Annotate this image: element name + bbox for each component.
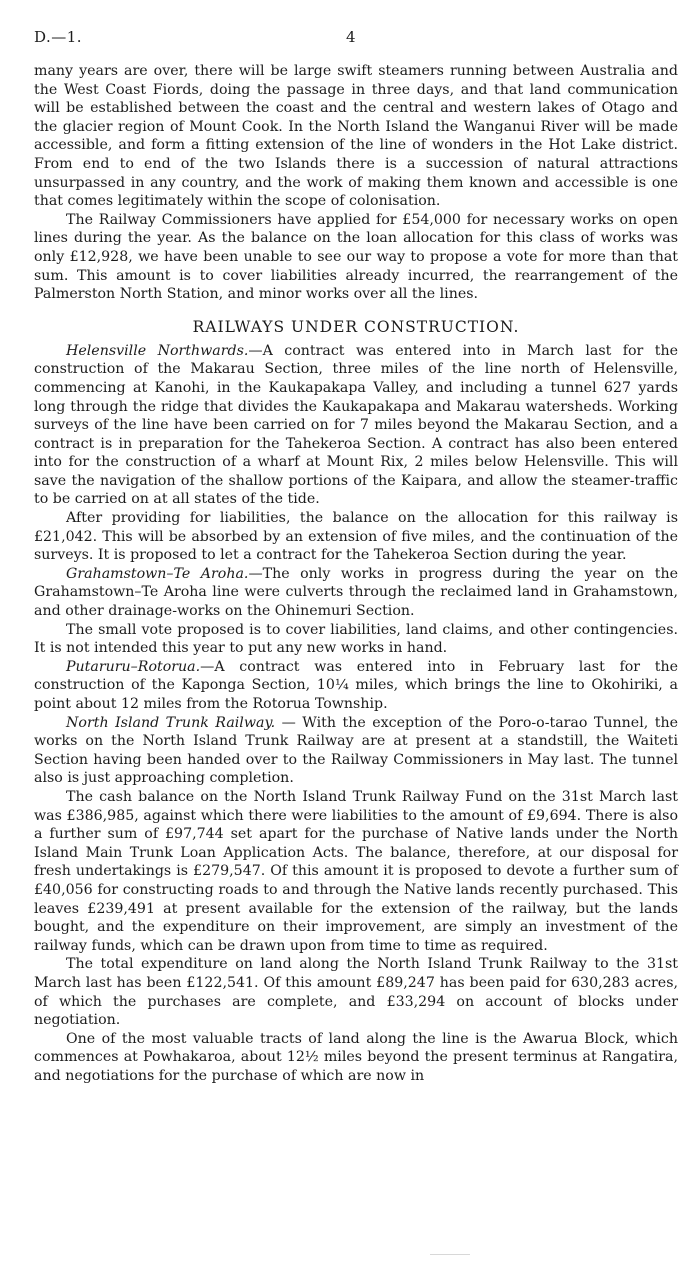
paragraph-text: After providing for liabilities, the balance on the allocation for this railway is £21,042. This will be absorbed by an extension of five miles, and the continuation of the surveys. It is proposed to let a contract for the Tahekeroa Section during the year. <box>34 510 678 564</box>
section-paragraph <box>34 565 678 621</box>
scan-mark <box>430 1254 470 1255</box>
document-reference: D.—1. <box>34 28 83 46</box>
paragraph-text: The small vote proposed is to cover liabilities, land claims, and other contingencies. It is not intended this year to put any new works in hand. <box>34 621 678 657</box>
section-paragraph <box>34 621 678 658</box>
section-heading: RAILWAYS UNDER CONSTRUCTION. <box>192 317 520 336</box>
section-paragraph <box>34 955 678 1029</box>
paragraph-text: —A contract was entered into in February last for the construction of the Kaponga Section, 10¼ miles, which brings the line to Okohiriki, a point about 12 miles from the Rotorua Township. <box>34 658 678 712</box>
page-number: 4 <box>346 28 356 46</box>
section-paragraph <box>34 509 678 565</box>
paragraph-text: —A contract was entered into in March last for the construction of the Makarau Section, three miles of the line north of Helensville, commencing at Kanohi, in the Kaukapakapa Valley, and including a tunnel 627 yards long through the ridge that divides the Kaukapakapa and Makarau watersheds. Working surveys of the line have been carried on for 7 miles beyond the Makarau Section, and a contract is in preparation for the Tahekeroa Section. A contract has also been entered into for the construction of a wharf at Mount Rix, 2 miles below Helensville. This will save the navigation of the shallow portions of the Kaipara, and allow the steamer-traffic to be carried on at all states of the tide. <box>34 342 678 508</box>
paragraph-text: The total expenditure on land along the North Island Trunk Railway to the 31st March last has been £122,541. Of this amount £89,247 has been paid for 630,283 acres, of which the purchases are complete, and £33,294 on account of blocks under negotiation. <box>34 956 678 1029</box>
section-paragraph <box>34 714 678 788</box>
paragraph-text: One of the most valuable tracts of land along the line is the Awarua Block, which commences at Powhakaroa, about 12½ miles beyond the present terminus at Rangatira, and negotiations for the purchase of which are now in <box>34 1030 678 1084</box>
body-paragraph: many years are over, there will be large swift steamers running between Australia and the West Coast Fiords, doing the passage in three days, and that land communication will be established between the coast and the central and western lakes of Otago and the glacier region of Mount Cook. In the North Island the Wanganui River will be made accessible, and form a fitting extension of the line of wonders in the Hot Lake district. From end to end of the two Islands there is a succession of natural attractions unsurpassed in any country, and the work of making them known and accessible is one that comes legitimately within the scope of colonisation. <box>34 63 678 210</box>
paragraph-lead: Helensville Northwards. <box>66 342 249 359</box>
paragraph-lead: Grahamstown–Te Aroha. <box>66 565 249 582</box>
paragraph-text: —The only works in progress during the year on the Grahamstown–Te Aroha line were culverts through the reclaimed land in Grahamstown, and other drainage-works on the Ohinemuri Section. <box>34 565 678 620</box>
section-paragraph <box>34 658 678 714</box>
running-head <box>34 28 678 62</box>
body-paragraph: The Railway Commissioners have applied for £54,000 for necessary works on open lines during the year. As the balance on the loan allocation for this class of works was only £12,928, we have been unable to see our way to propose a vote for more than that sum. This amount is to cover liabilities already incurred, the rearrangement of the Palmerston North Station, and minor works over all the lines. <box>34 211 678 303</box>
paragraph-lead: North Island Trunk Railway. <box>66 714 276 731</box>
paragraph-text: — With the exception of the Poro-o-tarao Tunnel, the works on the North Island Trunk Railway are at present at a standstill, the Waiteti Section having been handed over to the Railway Commissioners in May last. The tunnel also is just approaching completion. <box>34 714 678 787</box>
section-paragraph <box>34 342 678 509</box>
section-paragraph <box>34 788 678 955</box>
paragraph-text: The cash balance on the North Island Trunk Railway Fund on the 31st March last was £386,985, against which there were liabilities to the amount of £9,694. There is also a further sum of £97,744 set apart for the purchase of Native lands under the North Island Main Trunk Loan Application Acts. The balance, therefore, at our disposal for fresh undertakings is £279,547. Of this amount it is proposed to devote a further sum of £40,056 for constructing roads to and through the Native lands recently purchased. This leaves £239,491 at present available for the extension of the railway, but the lands bought, and the expenditure on their improvement, are simply an investment of the railway funds, which can be drawn upon from time to time as required. <box>34 788 678 954</box>
section-paragraph <box>34 1030 678 1086</box>
paragraph-lead: Putaruru–Rotorua. <box>66 658 201 675</box>
